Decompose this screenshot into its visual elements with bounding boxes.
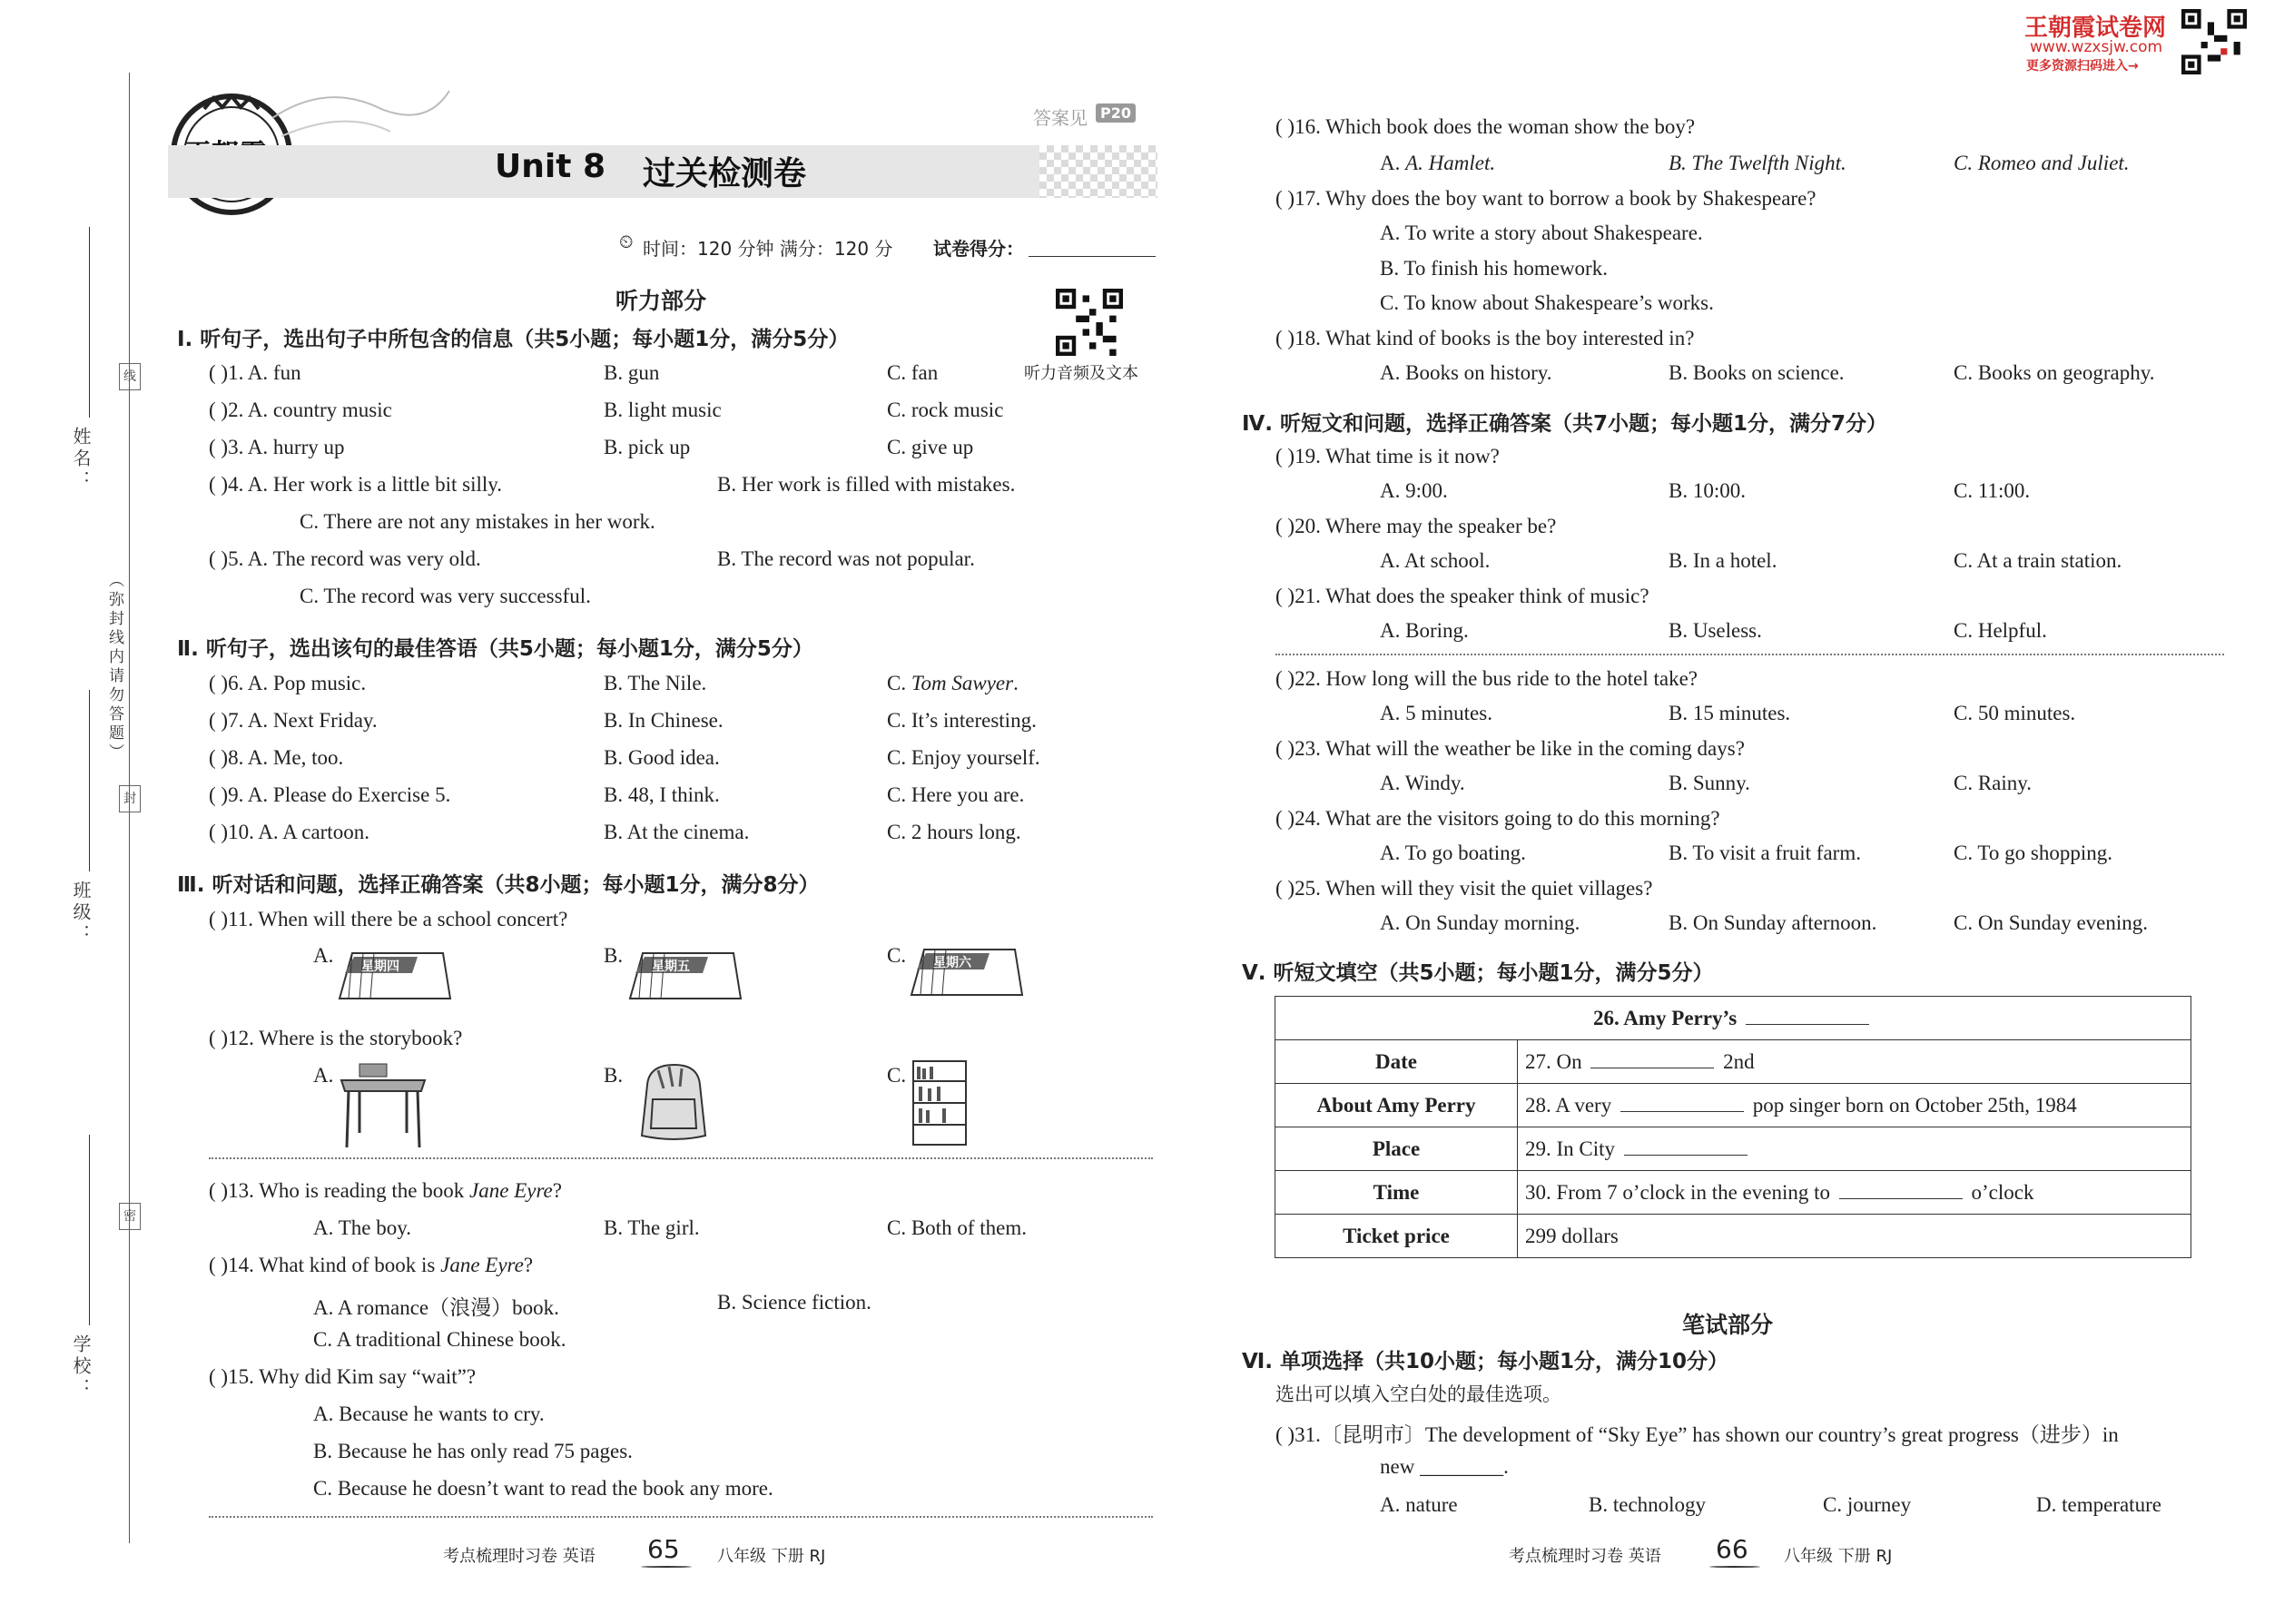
seal-mark-line: 线 xyxy=(119,363,141,390)
row-label: Place xyxy=(1275,1127,1518,1171)
q15-option-c: C. Because he doesn’t want to read the book any more. xyxy=(313,1477,773,1500)
q25-option-b: B. On Sunday afternoon. xyxy=(1669,911,1877,934)
qr-code-icon[interactable] xyxy=(1056,289,1123,356)
answer-blank-26[interactable] xyxy=(1746,1023,1869,1025)
desk-calendar-icon xyxy=(336,946,454,1004)
school-blank[interactable] xyxy=(89,1135,90,1325)
q6-option-c: C. Tom Sawyer. xyxy=(887,672,1019,694)
q17-option-c: C. To know about Shakespeare’s works. xyxy=(1380,291,1714,314)
q20-option-a: A. At school. xyxy=(1380,549,1491,572)
q18-question[interactable]: ( )18. What kind of books is the boy interested in? xyxy=(1275,327,1695,349)
q11-option-b-label: B. xyxy=(604,944,624,967)
calendar-friday[interactable] xyxy=(626,946,735,997)
q23-option-c: C. Rainy. xyxy=(1954,772,2033,794)
answer-blank-27[interactable] xyxy=(1590,1067,1714,1068)
q8-number-a[interactable]: ( )8. A. Me, too. xyxy=(209,746,344,769)
row-label: Date xyxy=(1275,1040,1518,1084)
q16-option-b-text: B. The Twelfth Night. xyxy=(1669,152,1846,174)
q16-option-a-text: A. Hamlet. xyxy=(1405,152,1496,174)
section-6-title: Ⅵ. 单项选择（共10小题；每小题1分，满分10分） xyxy=(1242,1350,1729,1373)
q31-option-d: D. temperature xyxy=(2036,1493,2161,1516)
q20-option-b: B. In a hotel. xyxy=(1669,549,1777,572)
row-label: Time xyxy=(1275,1171,1518,1215)
footer-left-swoosh xyxy=(641,1566,692,1568)
q9-number-a[interactable]: ( )9. A. Please do Exercise 5. xyxy=(209,783,451,806)
q11-option-c-label: C. xyxy=(887,944,907,967)
q7-option-c: C. It’s interesting. xyxy=(887,709,1037,732)
q21-option-a: A. Boring. xyxy=(1380,619,1469,642)
footer-right-page: 66 xyxy=(1716,1534,1748,1564)
calendar-saturday[interactable] xyxy=(908,942,1017,993)
q31-continuation: new ________. xyxy=(1380,1455,1509,1478)
footer-left-text: 考点梳理时习卷 英语 xyxy=(443,1547,596,1566)
footer-left-page: 65 xyxy=(647,1534,680,1564)
q3-option-b: B. pick up xyxy=(604,436,691,458)
q16-option-c-text: C. Romeo and Juliet. xyxy=(1954,152,2130,174)
row-suffix: pop singer born on October 25th, 1984 xyxy=(1752,1093,2077,1117)
row-prefix: 27. On xyxy=(1525,1049,1582,1073)
answer-blank-30[interactable] xyxy=(1839,1197,1963,1199)
seal-mark-secret: 密 xyxy=(119,1203,141,1230)
footer-right-swoosh xyxy=(1709,1566,1760,1568)
calendar-thursday-label: 星期四 xyxy=(361,960,399,974)
q18-option-c: C. Books on geography. xyxy=(1954,361,2155,384)
brand-qr-icon[interactable] xyxy=(2181,9,2247,74)
seal-note: （弥封线内请勿答题） xyxy=(105,572,123,763)
name-blank[interactable] xyxy=(89,227,90,418)
q14-option-b: B. Science fiction. xyxy=(717,1291,871,1314)
q14-book-title: Jane Eyre xyxy=(440,1254,524,1276)
row-suffix: 2nd xyxy=(1723,1049,1755,1073)
row-label: About Amy Perry xyxy=(1275,1084,1518,1127)
q4-option-b: B. Her work is filled with mistakes. xyxy=(717,473,1016,496)
ribbon-decoration xyxy=(272,82,454,154)
brand-url[interactable]: www.wzxsjw.com xyxy=(2030,38,2163,56)
q22-option-b: B. 15 minutes. xyxy=(1669,702,1791,724)
q8-option-b: B. Good idea. xyxy=(604,746,720,769)
q19-option-c: C. 11:00. xyxy=(1954,479,2031,502)
q13-question[interactable] xyxy=(209,1179,562,1203)
q20-question[interactable]: ( )20. Where may the speaker be? xyxy=(1275,515,1557,537)
q20-option-c: C. At a train station. xyxy=(1954,549,2122,572)
q17-option-b: B. To finish his homework. xyxy=(1380,257,1608,280)
q31-option-c: C. journey xyxy=(1823,1493,1912,1516)
q19-option-a: A. 9:00. xyxy=(1380,479,1448,502)
section-2-title: Ⅱ. 听句子，选出该句的最佳答语（共5小题；每小题1分，满分5分） xyxy=(177,637,813,661)
q24-option-a: A. To go boating. xyxy=(1380,842,1526,864)
class-blank[interactable] xyxy=(89,690,90,871)
q31-option-a: A. nature xyxy=(1380,1493,1458,1516)
answer-ref: 答案见 xyxy=(1033,107,1088,129)
q22-question[interactable]: ( )22. How long will the bus ride to the hotel take? xyxy=(1275,667,1698,690)
q23-option-a: A. Windy. xyxy=(1380,772,1465,794)
unit-title: Unit 8 xyxy=(495,148,605,185)
q15-option-b: B. Because he has only read 75 pages. xyxy=(313,1440,633,1462)
q13-book-title: Jane Eyre xyxy=(469,1179,553,1202)
section-6-instruction: 选出可以填入空白处的最佳选项。 xyxy=(1275,1383,1561,1405)
q22-option-c: C. 50 minutes. xyxy=(1954,702,2076,724)
q14-option-c: C. A traditional Chinese book. xyxy=(313,1328,566,1351)
q4-option-c: C. There are not any mistakes in her work. xyxy=(300,510,655,533)
q31-question[interactable]: ( )31.〔昆明市〕The development of “Sky Eye” has shown our country’s great progress（进步）in xyxy=(1275,1423,2119,1446)
q5-number-a[interactable]: ( )5. A. The record was very old. xyxy=(209,547,481,570)
footer-right-grade: 八年级 下册 RJ xyxy=(1784,1547,1893,1566)
q1-option-b: B. gun xyxy=(604,361,660,384)
section-3-title: Ⅲ. 听对话和问题，选择正确答案（共8小题；每小题1分，满分8分） xyxy=(177,873,820,897)
q14-text: ( )14. What kind of book is xyxy=(209,1254,441,1276)
page-bottom-divider xyxy=(209,1516,1153,1518)
q17-question[interactable]: ( )17. Why does the boy want to borrow a book by Shakespeare? xyxy=(1275,187,1816,210)
table-row xyxy=(1275,1040,2191,1084)
q16-option-a: A. A. Hamlet. xyxy=(1380,152,1496,174)
q14-question[interactable] xyxy=(209,1254,533,1277)
q21-option-c: C. Helpful. xyxy=(1954,619,2047,642)
page-title: 过关检测卷 xyxy=(643,155,807,192)
bookshelf-image[interactable] xyxy=(908,1058,980,1148)
score-field[interactable] xyxy=(1029,256,1156,257)
desk-calendar-icon xyxy=(908,942,1026,1000)
section-divider-right xyxy=(1275,654,2224,655)
q25-question[interactable]: ( )25. When will they visit the quiet villages? xyxy=(1275,877,1653,900)
q24-option-b: B. To visit a fruit farm. xyxy=(1669,842,1861,864)
desk-image[interactable] xyxy=(336,1060,431,1151)
q12-option-b-label: B. xyxy=(604,1064,624,1087)
writing-heading: 笔试部分 xyxy=(1682,1312,1774,1338)
section-divider xyxy=(209,1157,1153,1159)
backpack-image[interactable] xyxy=(631,1058,717,1144)
row-suffix: o’clock xyxy=(1971,1180,2034,1204)
q2-option-c: C. rock music xyxy=(887,399,1004,421)
q19-option-b: B. 10:00. xyxy=(1669,479,1746,502)
answer-blank-28[interactable] xyxy=(1620,1110,1744,1112)
q1-number-a[interactable]: ( )1. A. fun xyxy=(209,361,301,384)
q11-question[interactable]: ( )11. When will there be a school concert? xyxy=(209,908,568,930)
clock-icon: ⏲ xyxy=(619,232,634,252)
calendar-saturday-label: 星期六 xyxy=(933,956,971,970)
q25-option-a: A. On Sunday morning. xyxy=(1380,911,1580,934)
table-row xyxy=(1275,1171,2191,1215)
q23-option-b: B. Sunny. xyxy=(1669,772,1750,794)
q16-option-b xyxy=(1669,152,1846,175)
q21-question[interactable]: ( )21. What does the speaker think of music? xyxy=(1275,585,1649,607)
listening-heading: 听力部分 xyxy=(615,288,707,314)
q12-question[interactable]: ( )12. Where is the storybook? xyxy=(209,1027,463,1049)
q13-option-c: C. Both of them. xyxy=(887,1216,1027,1239)
footer-left-grade: 八年级 下册 RJ xyxy=(717,1547,826,1566)
table-row xyxy=(1275,1215,2191,1258)
q12-option-c-label: C. xyxy=(887,1064,907,1087)
q3-number-a[interactable]: ( )3. A. hurry up xyxy=(209,436,345,458)
q10-option-b: B. At the cinema. xyxy=(604,821,750,843)
q13-option-b: B. The girl. xyxy=(604,1216,700,1239)
table-row xyxy=(1275,1084,2191,1127)
answer-page-badge: P20 xyxy=(1096,103,1136,123)
q16-question[interactable]: ( )16. Which book does the woman show the boy? xyxy=(1275,115,1696,138)
table-row xyxy=(1275,1127,2191,1171)
q18-option-b: B. Books on science. xyxy=(1669,361,1845,384)
q15-question[interactable]: ( )15. Why did Kim say “wait”? xyxy=(209,1365,477,1388)
q19-question[interactable]: ( )19. What time is it now? xyxy=(1275,445,1500,468)
q13-option-a: A. The boy. xyxy=(313,1216,411,1239)
row-prefix: 28. A very xyxy=(1525,1093,1612,1117)
q31-option-b: B. technology xyxy=(1589,1493,1707,1516)
q6-number-a[interactable]: ( )6. A. Pop music. xyxy=(209,672,367,694)
q14-end: ? xyxy=(523,1254,534,1276)
fill-in-table xyxy=(1275,996,2191,1258)
q9-option-c: C. Here you are. xyxy=(887,783,1025,806)
brand-name[interactable]: 王朝霞试卷网 xyxy=(2024,15,2167,42)
q5-option-b: B. The record was not popular. xyxy=(717,547,975,570)
q17-option-a: A. To write a story about Shakespeare. xyxy=(1380,221,1703,244)
table-title-text: 26. Amy Perry’s xyxy=(1593,1006,1738,1029)
q10-number-a[interactable]: ( )10. A. A cartoon. xyxy=(209,821,369,843)
q22-option-a: A. 5 minutes. xyxy=(1380,702,1492,724)
q2-number-a[interactable]: ( )2. A. country music xyxy=(209,399,392,421)
brand-slogan: 更多资源扫码进入→ xyxy=(2026,59,2139,74)
seal-mark-seal: 封 xyxy=(119,785,141,812)
calendar-thursday[interactable] xyxy=(336,946,445,997)
q15-option-a: A. Because he wants to cry. xyxy=(313,1403,545,1425)
school-label: 学校： xyxy=(70,1334,92,1400)
section-5-title: Ⅴ. 听短文填空（共5小题；每小题1分，满分5分） xyxy=(1242,961,1714,985)
q8-option-c: C. Enjoy yourself. xyxy=(887,746,1040,769)
row-label: Ticket price xyxy=(1275,1215,1518,1258)
table-header-row xyxy=(1275,997,2191,1040)
q24-option-c: C. To go shopping. xyxy=(1954,842,2112,864)
q1-option-c: C. fan xyxy=(887,361,939,384)
q24-question[interactable]: ( )24. What are the visitors going to do this morning? xyxy=(1275,807,1720,830)
class-label: 班级： xyxy=(70,881,92,946)
q3-option-c: C. give up xyxy=(887,436,974,458)
q13-end: ? xyxy=(552,1179,562,1202)
q14-option-a: A. A romance（浪漫）book. xyxy=(313,1296,559,1319)
footer-right-text: 考点梳理时习卷 英语 xyxy=(1509,1547,1661,1566)
answer-blank-29[interactable] xyxy=(1624,1154,1748,1156)
q7-number-a[interactable]: ( )7. A. Next Friday. xyxy=(209,709,378,732)
q18-option-a: A. Books on history. xyxy=(1380,361,1552,384)
q6-option-b: B. The Nile. xyxy=(604,672,707,694)
calendar-friday-label: 星期五 xyxy=(652,960,690,974)
score-label: 试卷得分： xyxy=(933,238,1024,260)
q10-option-c: C. 2 hours long. xyxy=(887,821,1021,843)
row-value xyxy=(1518,1084,2191,1127)
q23-question[interactable]: ( )23. What will the weather be like in the coming days? xyxy=(1275,737,1745,760)
q13-text: ( )13. Who is reading the book xyxy=(209,1179,470,1202)
q9-option-b: B. 48, I think. xyxy=(604,783,720,806)
row-prefix: 29. In City xyxy=(1525,1137,1616,1160)
q21-option-b: B. Useless. xyxy=(1669,619,1762,642)
row-value xyxy=(1518,1171,2191,1215)
q5-option-c: C. The record was very successful. xyxy=(300,585,591,607)
q4-number-a[interactable]: ( )4. A. Her work is a little bit silly. xyxy=(209,473,503,496)
qr-caption: 听力音频及文本 xyxy=(1024,364,1138,383)
row-prefix: 30. From 7 o’clock in the evening to xyxy=(1525,1180,1830,1204)
time-info: 时间：120 分钟 满分：120 分 xyxy=(643,238,893,260)
table-title xyxy=(1275,997,2191,1040)
section-4-title: Ⅳ. 听短文和问题，选择正确答案（共7小题；每小题1分，满分7分） xyxy=(1242,412,1888,436)
q16-option-c xyxy=(1954,152,2130,175)
row-value: 299 dollars xyxy=(1518,1215,2191,1258)
q11-option-a-label: A. xyxy=(313,944,334,967)
q25-option-c: C. On Sunday evening. xyxy=(1954,911,2149,934)
name-label: 姓名： xyxy=(70,427,92,492)
title-checker xyxy=(1039,145,1157,198)
q7-option-b: B. In Chinese. xyxy=(604,709,724,732)
section-1-title: Ⅰ. 听句子，选出句子中所包含的信息（共5小题；每小题1分，满分5分） xyxy=(177,328,850,351)
q12-option-a-label: A. xyxy=(313,1064,334,1087)
row-value xyxy=(1518,1040,2191,1084)
row-value xyxy=(1518,1127,2191,1171)
q2-option-b: B. light music xyxy=(604,399,722,421)
desk-calendar-icon xyxy=(626,946,744,1004)
